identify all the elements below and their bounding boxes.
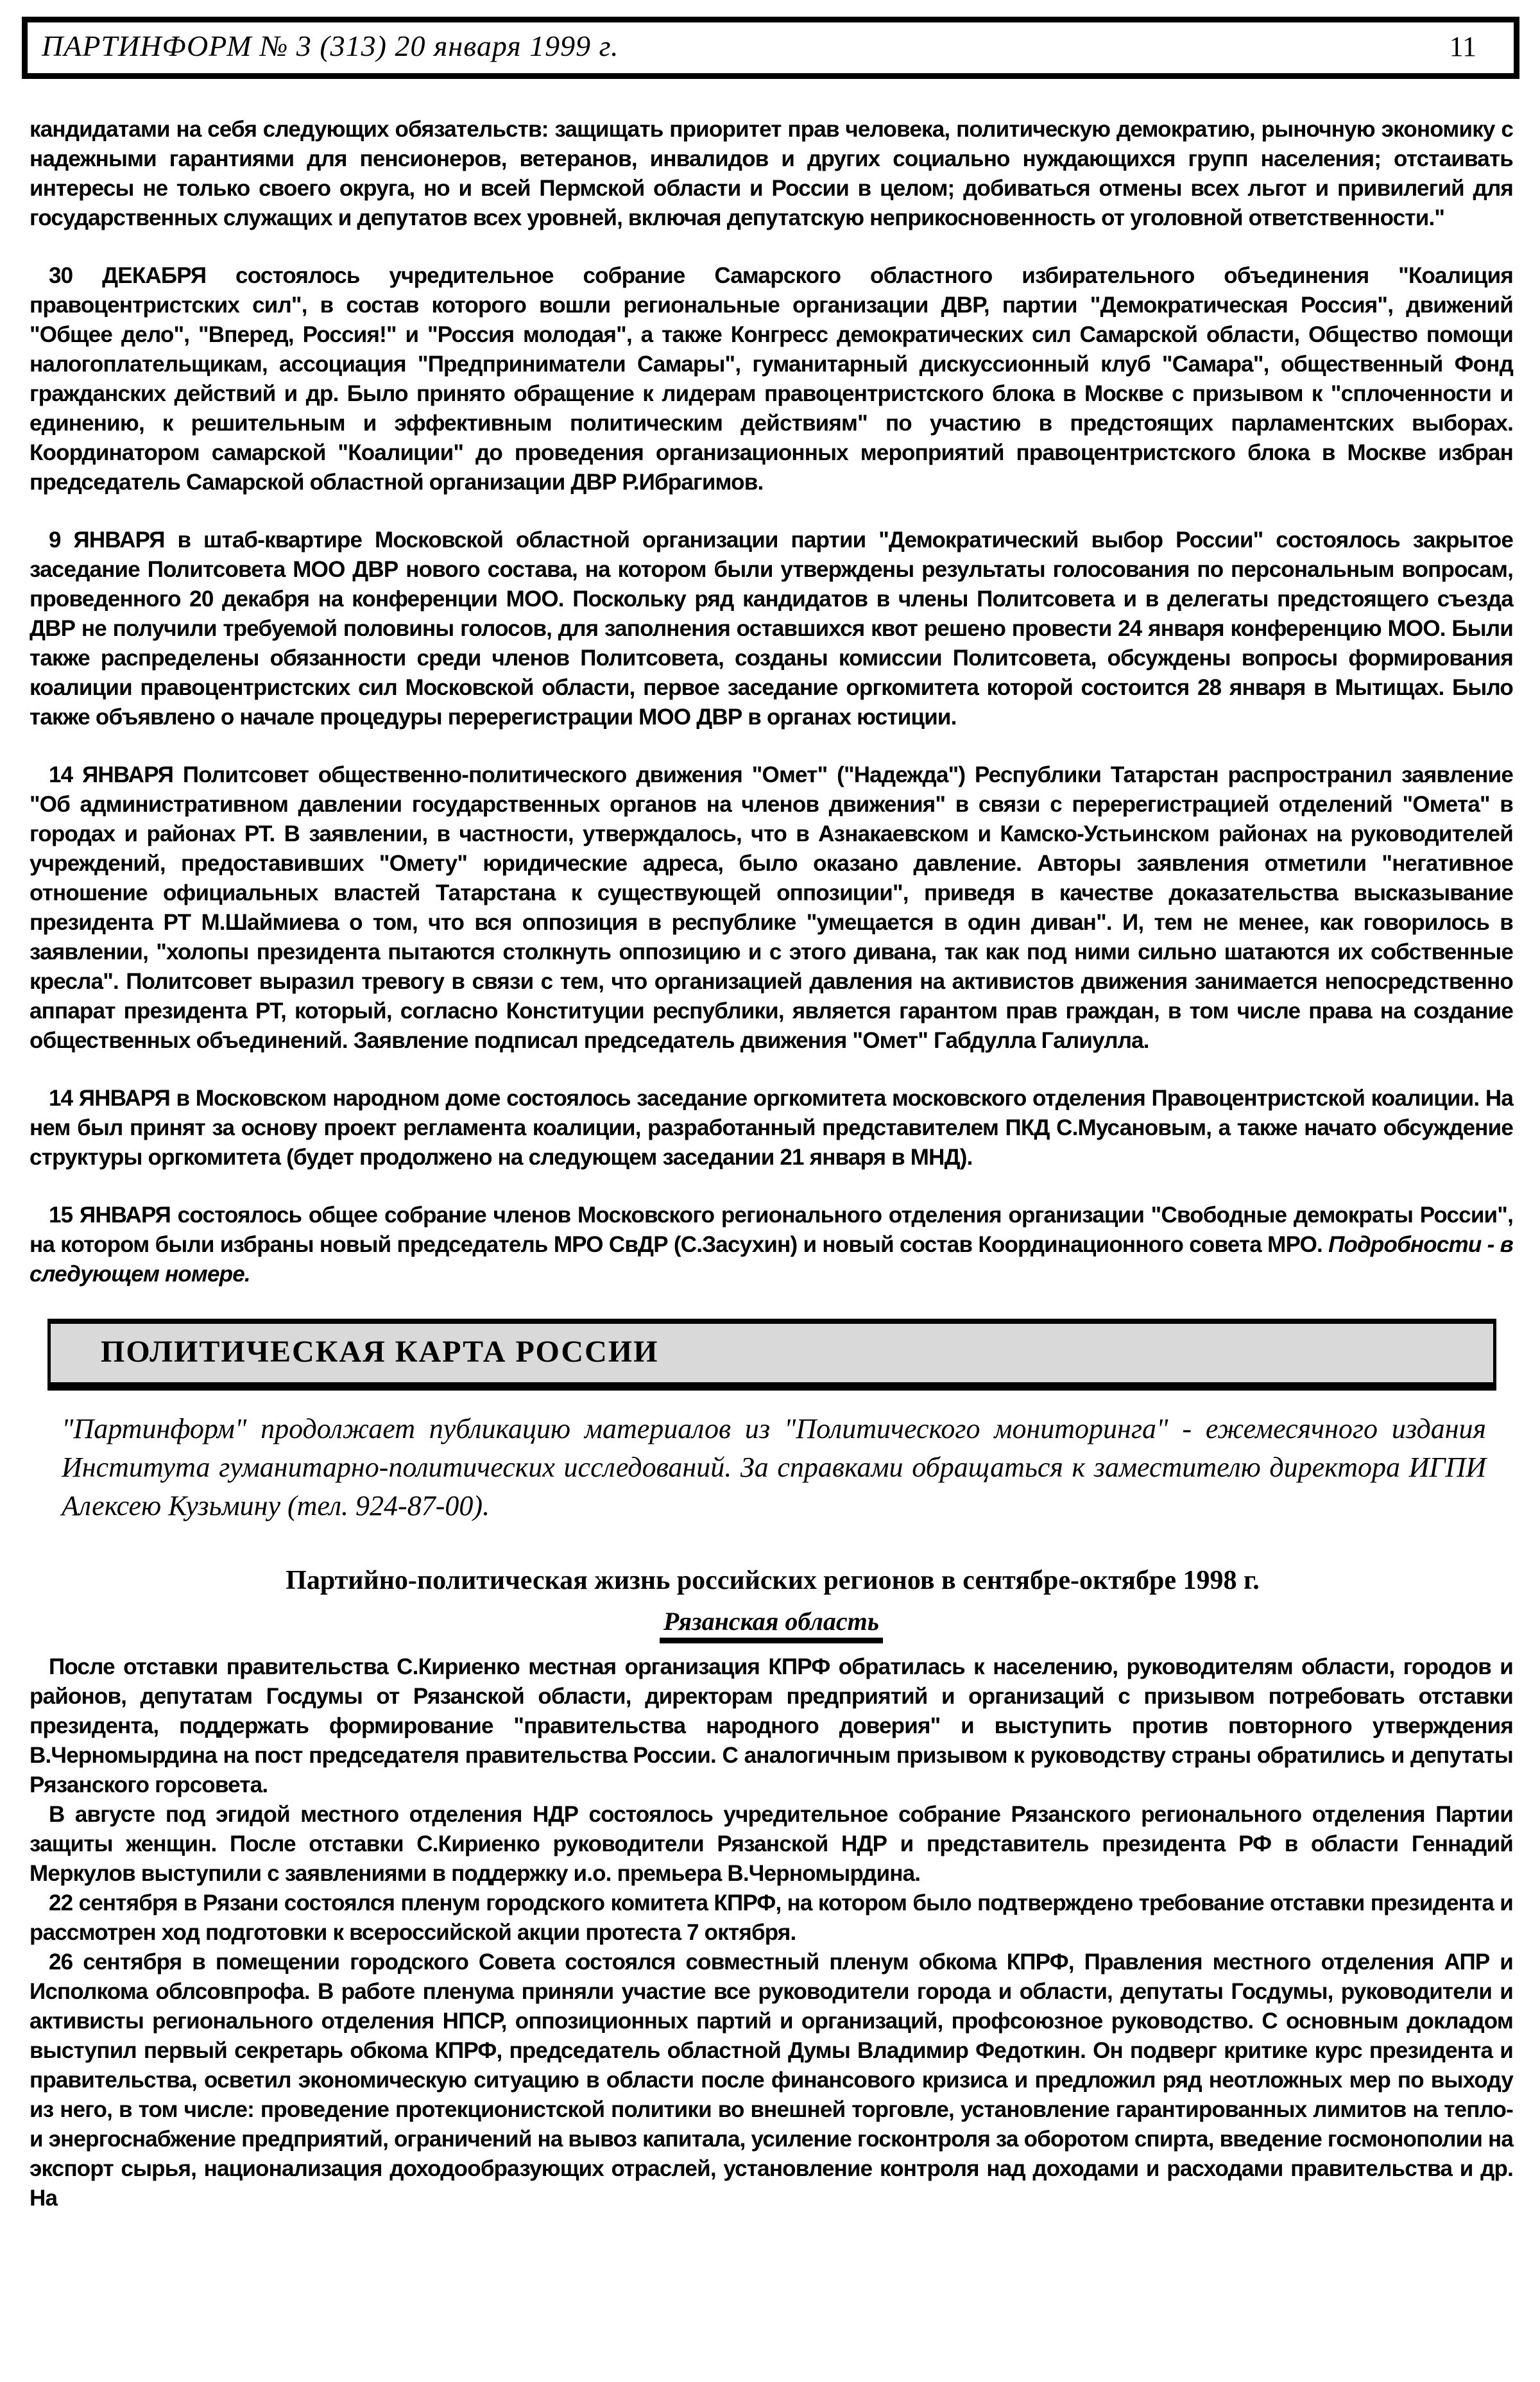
italic-note: Подробности - в следующем номере. [30, 1232, 1513, 1287]
region-paragraphs [30, 1652, 1513, 2213]
news-paragraph: кандидатами на себя следующих обязательств: защищать приоритет прав человека, политическую демократию, рыночную экономику с надежными гарантиями для пенсионеров, ветеранов, инвалидов и других социально нуждающихся групп населения; отстаивать интересы не только своего округа, но и всей Пермской области и России в целом; добиваться отмены всех льгот и привилегий для государственных служащих и депутатов всех уровней, включая депутатскую неприкосновенность от уголовной ответственности." [30, 117, 1513, 230]
region-paragraph: 26 сентября в помещении городского Совета состоялся совместный пленум обкома КПРФ, Правления местного отделения АПР и Исполкома облсовпрофа. В работе пленума приняли участие все руководители города и области, депутаты Госдумы, руководители и активисты регионального отделения НПСР, оппозиционных партий и организаций, профсоюзное руководство. С основным докладом выступил первый секретарь обкома КПРФ, председатель областной Думы Владимир Федоткин. Он подверг критике курс президента и правительства, осветил экономическую ситуацию в области после финансового кризиса и предложил ряд неотложных мер по выходу из него, в том числе: проведение протекционистской политики во внешней торговле, установление гарантированных лимитов на тепло- и энергоснабжение предприятий, ограничений на вывоз капитала, усиление госконтроля за оборотом спирта, введение госмонополии на экспорт сырья, национализация доходообразующих отраслей, установление контроля над доходами и расходами правительства и др. На [30, 1949, 1514, 2211]
date-lead: 14 ЯНВАРЯ [49, 1086, 176, 1111]
monitoring-heading: Партийно-политическая жизнь российских регионов в сентябре-октябре 1998 г. [286, 1566, 1260, 1595]
date-lead: 15 ЯНВАРЯ [49, 1203, 178, 1228]
region-subheading: Рязанская область [660, 1606, 883, 1643]
date-lead: 30 ДЕКАБРЯ [49, 263, 236, 288]
region-heading-line [30, 1606, 1513, 1643]
region-paragraph: 22 сентября в Рязани состоялся пленум городского комитета КПРФ, на котором было подтверждено требование отставки президента и рассмотрен ход подготовки к всероссийской акции протеста 7 октября. [30, 1890, 1513, 1945]
region-paragraph: После отставки правительства С.Кириенко местная организация КПРФ обратилась к населению, руководителям области, городов и районов, депутатам Госдумы от Рязанской области, директорам предприятий и организаций с призывом потребовать отставки президента, поддержать формирование "правительства народного доверия" и выступить против повторного утверждения В.Черномырдина на пост председателя правительства России. С аналогичным призывом к руководству страны обратились и депутаты Рязанского горсовета. [30, 1654, 1513, 1797]
news-paragraph: 15 ЯНВАРЯ состоялось общее собрание членов Московского регионального отделения организации "Свободные демократы России", на котором были избраны новый председатель МРО СвДР (С.Засухин) и новый состав Координационного совета МРО. Подробности - в следующем номере. [30, 1203, 1513, 1287]
page-number: 11 [1449, 31, 1476, 62]
date-lead: 14 ЯНВАРЯ [49, 762, 183, 787]
news-paragraph: 30 ДЕКАБРЯ состоялось учредительное собрание Самарского областного избирательного объединения "Коалиция правоцентристских сил", в состав которого вошли региональные организации ДВР, партии "Демократическая Россия", движений "Общее дело", "Вперед, Россия!" и "Россия молодая", а также Конгресс демократических сил Самарской области, Общество помощи налогоплательщикам, ассоциация "Предприниматели Самары", гуманитарный дискуссионный клуб "Самара", общественный Фонд гражданских действий и др. Было принято обращение к лидерам правоцентристского блока в Москве с призывом к "сплоченности и единению, к решительным и эффективным политическим действиям" по участию в предстоящих парламентских выборах. Координатором самарской "Коалиции" до проведения организационных мероприятий правоцентристского блока в Москве избран председатель Самарской областной организации ДВР Р.Ибрагимов. [30, 263, 1513, 495]
date-lead: 9 ЯНВАРЯ [49, 527, 178, 553]
monitoring-notice: "Партинформ" продолжает публикацию материалов из "Политического мониторинга" - ежемесячного издания Института гуманитарно-политических исследований. За справками обращаться к заместителю директора ИГПИ Алексею Кузьмину (тел. 924-87-00). [62, 1413, 1486, 1521]
section-title: ПОЛИТИЧЕСКАЯ КАРТА РОССИИ [101, 1335, 659, 1369]
page-content [30, 79, 1513, 2213]
news-paragraphs [30, 115, 1513, 1289]
masthead-box [22, 17, 1519, 79]
region-paragraph: В августе под эгидой местного отделения НДР состоялось учредительное собрание Рязанского регионального отделения Партии защиты женщин. После отставки С.Кириенко руководители Рязанской НДР и представитель президента РФ в области Геннадий Меркулов выступили с заявлениями в поддержку и.о. премьера В.Черномырдина. [30, 1802, 1513, 1886]
news-paragraph: 14 ЯНВАРЯ в Московском народном доме состоялось заседание оргкомитета московского отделения Правоцентристской коалиции. На нем был принят за основу проект регламента коалиции, разработанный представителем ПКД С.Мусановым, а также начато обсуждение структуры оргкомитета (будет продолжено на следующем заседании 21 января в МНД). [30, 1086, 1513, 1170]
news-paragraph: 9 ЯНВАРЯ в штаб-квартире Московской областной организации партии "Демократический выбор России" состоялось закрытое заседание Политсовета МОО ДВР нового состава, на котором были утверждены результаты голосования по персональным вопросам, проведенного 20 декабря на конференции МОО. Поскольку ряд кандидатов в члены Политсовета и в делегаты предстоящего съезда ДВР не получили требуемой половины голосов, для заполнения оставшихся квот решено провести 24 января конференцию МОО. Были также распределены обязанности среди членов Политсовета, созданы комиссии Политсовета, обсуждены вопросы формирования коалиции правоцентристских сил Московской области, первое заседание оргкомитета которой состоится 28 января в Мытищах. Было также объявлено о начале процедуры перерегистрации МОО ДВР в органах юстиции. [30, 527, 1514, 730]
section-banner [47, 1319, 1496, 1391]
masthead-title: ПАРТИНФОРМ № 3 (313) 20 января 1999 г. [42, 30, 619, 62]
news-paragraph: 14 ЯНВАРЯ Политсовет общественно-политического движения "Омет" ("Надежда") Республики Татарстан распространил заявление "Об административном давлении государственных органов на членов движения" в связи с перерегистрацией отделений "Омета" в городах и районах РТ. В заявлении, в частности, утверждалось, что в Азнакаевском и Камско-Устьинском районах на руководителей учреждений, предоставивших "Омету" юридические адреса, было оказано давление. Авторы заявления отметили "негативное отношение официальных властей Татарстана к существующей оппозиции", приведя в качестве доказательства высказывание президента РТ М.Шаймиева о том, что вся оппозиция в республике "умещается в один диван". И, тем не менее, как говорилось в заявлении, "холопы президента пытаются столкнуть оппозицию и с этого дивана, так как под ними сильно шатаются их собственные кресла". Политсовет выразил тревогу в связи с тем, что организацией давления на активистов движения занимается непосредственно аппарат президента РТ, который, согласно Конституции республики, является гарантом прав граждан, в том числе права на создание общественных объединений. Заявление подписал председатель движения "Омет" Габдулла Галиулла. [30, 762, 1513, 1053]
